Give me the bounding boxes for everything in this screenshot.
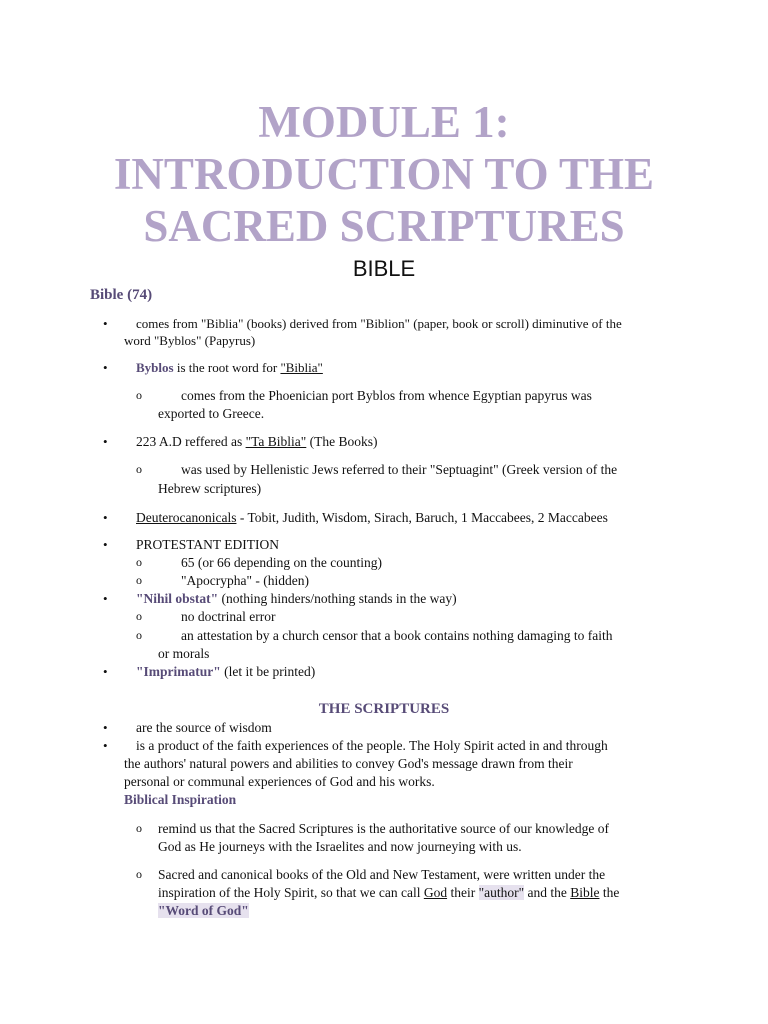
bullet-icon: • (103, 664, 108, 679)
bullet-icon: • (103, 738, 108, 753)
bible-item-3 (136, 433, 378, 451)
sub-2-and: and the (524, 885, 571, 900)
bible-item-5-sub-2: "Apocrypha" - (hidden) (181, 573, 309, 588)
bullet-icon: • (103, 591, 108, 606)
god-term: God (423, 885, 448, 900)
bullet-icon: • (103, 316, 108, 331)
bible-item-2-mid: is the root word for (173, 360, 281, 375)
ta-biblia-link: "Ta Biblia" (245, 434, 307, 449)
circle-bullet-icon: o (136, 867, 142, 881)
title-line-2: INTRODUCTION TO THE (113, 149, 655, 199)
scriptures-heading: THE SCRIPTURES (318, 701, 450, 717)
bible-item-2-sub-line-2: exported to Greece. (158, 406, 265, 421)
bible-item-6-rest: (nothing hinders/nothing stands in the way) (218, 591, 457, 606)
bible-term: Bible (570, 885, 600, 900)
circle-bullet-icon: o (136, 555, 142, 569)
title-line-1: MODULE 1: (258, 97, 510, 147)
deuterocanonicals-term: Deuterocanonicals (136, 510, 237, 525)
bible-item-7 (136, 663, 315, 681)
scriptures-item-2-line-2: the authors' natural powers and abilities to convey God's message drawn from their (124, 756, 573, 771)
bible-item-2 (136, 359, 323, 377)
bible-item-3-pre: 223 A.D reffered as (136, 434, 246, 449)
subtitle-bible: BIBLE (352, 256, 416, 281)
scriptures-item-2-line-3: personal or communal experiences of God and his works. (124, 774, 435, 789)
sub-2-pre: inspiration of the Holy Spirit, so that we can call (158, 885, 424, 900)
bible-item-1-line-2: word "Byblos" (Papyrus) (124, 333, 256, 348)
scriptures-item-2-line-1: is a product of the faith experiences of the people. The Holy Spirit acted in and through (136, 738, 608, 753)
inspiration-sub-2-line-1: Sacred and canonical books of the Old and New Testament, were written under the (158, 867, 606, 882)
sub-2-their: their (447, 885, 479, 900)
bible-item-6-sub-1: no doctrinal error (181, 609, 276, 624)
biblia-link: "Biblia" (280, 360, 323, 375)
bible-heading: Bible (74) (90, 287, 153, 303)
bible-item-1-line-1: comes from "Biblia" (books) derived from "Biblion" (paper, book or scroll) diminutive of the (136, 316, 622, 331)
biblical-inspiration-heading: Biblical Inspiration (124, 792, 237, 807)
bible-item-7-rest: (let it be printed) (220, 664, 316, 679)
inspiration-sub-1-line-1: remind us that the Sacred Scriptures is the authoritative source of our knowledge of (158, 821, 609, 836)
bullet-icon: • (103, 510, 108, 525)
circle-bullet-icon: o (136, 609, 142, 623)
nihil-obstat-term: "Nihil obstat" (136, 591, 219, 606)
title-line-3: SACRED SCRIPTURES (143, 201, 625, 251)
bullet-icon: • (103, 720, 108, 735)
inspiration-sub-1-line-2: God as He journeys with the Israelites and now journeying with us. (158, 839, 522, 854)
bible-item-6 (136, 590, 457, 608)
circle-bullet-icon: o (136, 628, 142, 642)
byblos-term: Byblos (136, 360, 174, 375)
scriptures-item-1: are the source of wisdom (136, 720, 272, 735)
bullet-icon: • (103, 434, 108, 449)
bible-item-6-sub-2-line-2: or morals (158, 646, 210, 661)
bible-item-2-sub-line-1: comes from the Phoenician port Byblos from whence Egyptian papyrus was (181, 388, 592, 403)
bible-item-5: PROTESTANT EDITION (136, 537, 280, 552)
bible-item-6-sub-2-line-1: an attestation by a church censor that a book contains nothing damaging to faith (181, 628, 613, 643)
circle-bullet-icon: o (136, 821, 142, 835)
inspiration-sub-2-line-2 (158, 884, 619, 902)
bullet-icon: • (103, 537, 108, 552)
author-term: "author" (478, 885, 525, 900)
bible-item-4-rest: - Tobit, Judith, Wisdom, Sirach, Baruch, 1 Maccabees, 2 Maccabees (236, 510, 608, 525)
bullet-icon: • (103, 360, 108, 375)
circle-bullet-icon: o (136, 573, 142, 587)
sub-2-the: the (599, 885, 620, 900)
bible-item-3-post: (The Books) (306, 434, 378, 449)
bible-item-4 (136, 509, 608, 527)
imprimatur-term: "Imprimatur" (136, 664, 221, 679)
bible-item-5-sub-1: 65 (or 66 depending on the counting) (181, 555, 382, 570)
bible-item-3-sub-line-1: was used by Hellenistic Jews referred to their "Septuagint" (Greek version of the (181, 462, 618, 477)
inspiration-sub-2-line-3 (158, 902, 249, 920)
circle-bullet-icon: o (136, 388, 142, 402)
word-of-god-term: "Word of God" (158, 903, 249, 918)
bible-item-3-sub-line-2: Hebrew scriptures) (158, 481, 262, 496)
circle-bullet-icon: o (136, 462, 142, 476)
